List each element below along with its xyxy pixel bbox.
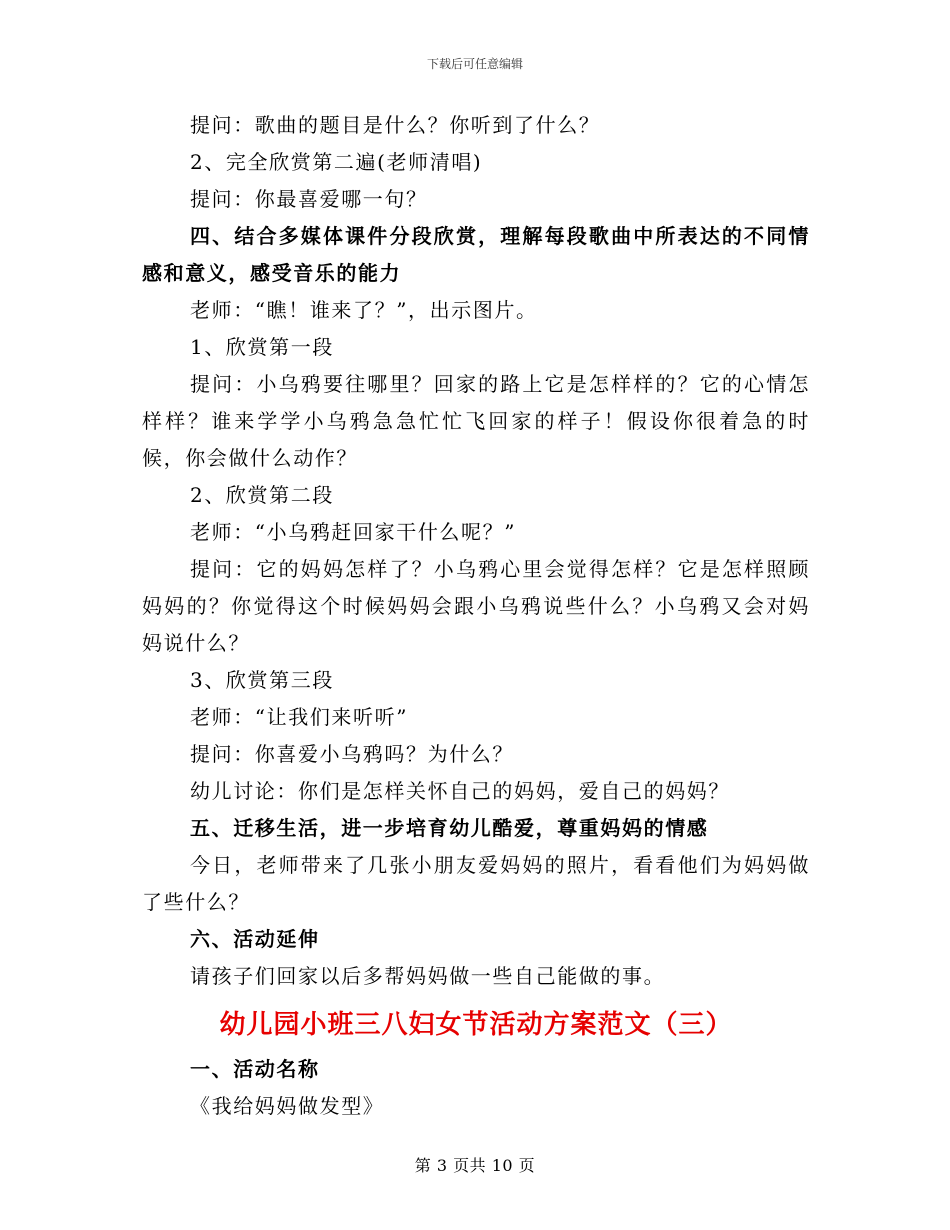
paragraph-listen-second: 2、完全欣赏第二遍(老师清唱) <box>190 150 483 174</box>
section-heading-activity-name: 一、活动名称 <box>190 1057 320 1081</box>
paragraph-part-three: 3、欣赏第三段 <box>190 668 334 692</box>
paragraph-photos: 今日，老师带来了几张小朋友爱妈妈的照片，看看他们为妈妈做了些什么？ <box>142 853 810 914</box>
paragraph-teacher-part-two: 老师：“小乌鸦赶回家干什么呢？” <box>190 520 517 544</box>
paragraph-question-song-title: 提问：歌曲的题目是什么？你听到了什么？ <box>190 113 601 137</box>
paragraph-activity-name: 《我给妈妈做发型》 <box>190 1094 385 1118</box>
document-body <box>142 107 810 1125</box>
header-note: 下载后可任意编辑 <box>426 57 523 71</box>
page-number: 第 3 页共 10 页 <box>414 1156 536 1175</box>
paragraph-question-part-three: 提问：你喜爱小乌鸦吗？为什么？ <box>190 742 514 766</box>
section-heading-six: 六、活动延伸 <box>190 927 320 951</box>
paragraph-teacher-part-three: 老师：“让我们来听听” <box>190 705 409 729</box>
paragraph-extension: 请孩子们回家以后多帮妈妈做一些自己能做的事。 <box>190 964 666 988</box>
paragraph-part-two: 2、欣赏第二段 <box>190 483 334 507</box>
paragraph-discussion: 幼儿讨论：你们是怎样关怀自己的妈妈，爱自己的妈妈？ <box>190 779 730 803</box>
paragraph-question-part-two: 提问：它的妈妈怎样了？小乌鸦心里会觉得怎样？它是怎样照顾妈妈的？你觉得这个时候妈妈会跟小乌鸦说些什么？小乌鸦又会对妈妈说什么？ <box>142 557 810 655</box>
document-title: 幼儿园小班三八妇女节活动方案范文（三） <box>219 1010 733 1040</box>
paragraph-question-part-one: 提问：小乌鸦要往哪里？回家的路上它是怎样样的？它的心情怎样样？谁来学学小乌鸦急急忙忙飞回家的样子！假设你很着急的时候，你会做什么动作？ <box>142 372 810 470</box>
paragraph-teacher-look: 老师：“瞧！谁来了？”，出示图片。 <box>190 298 538 322</box>
section-heading-four: 四、结合多媒体课件分段欣赏，理解每段歌曲中所表达的不同情感和意义，感受音乐的能力 <box>142 224 810 285</box>
paragraph-part-one: 1、欣赏第一段 <box>190 335 334 359</box>
paragraph-favorite-line: 提问：你最喜爱哪一句？ <box>190 187 428 211</box>
section-heading-five: 五、迁移生活，进一步培育幼儿酷爱，尊重妈妈的情感 <box>190 816 709 840</box>
